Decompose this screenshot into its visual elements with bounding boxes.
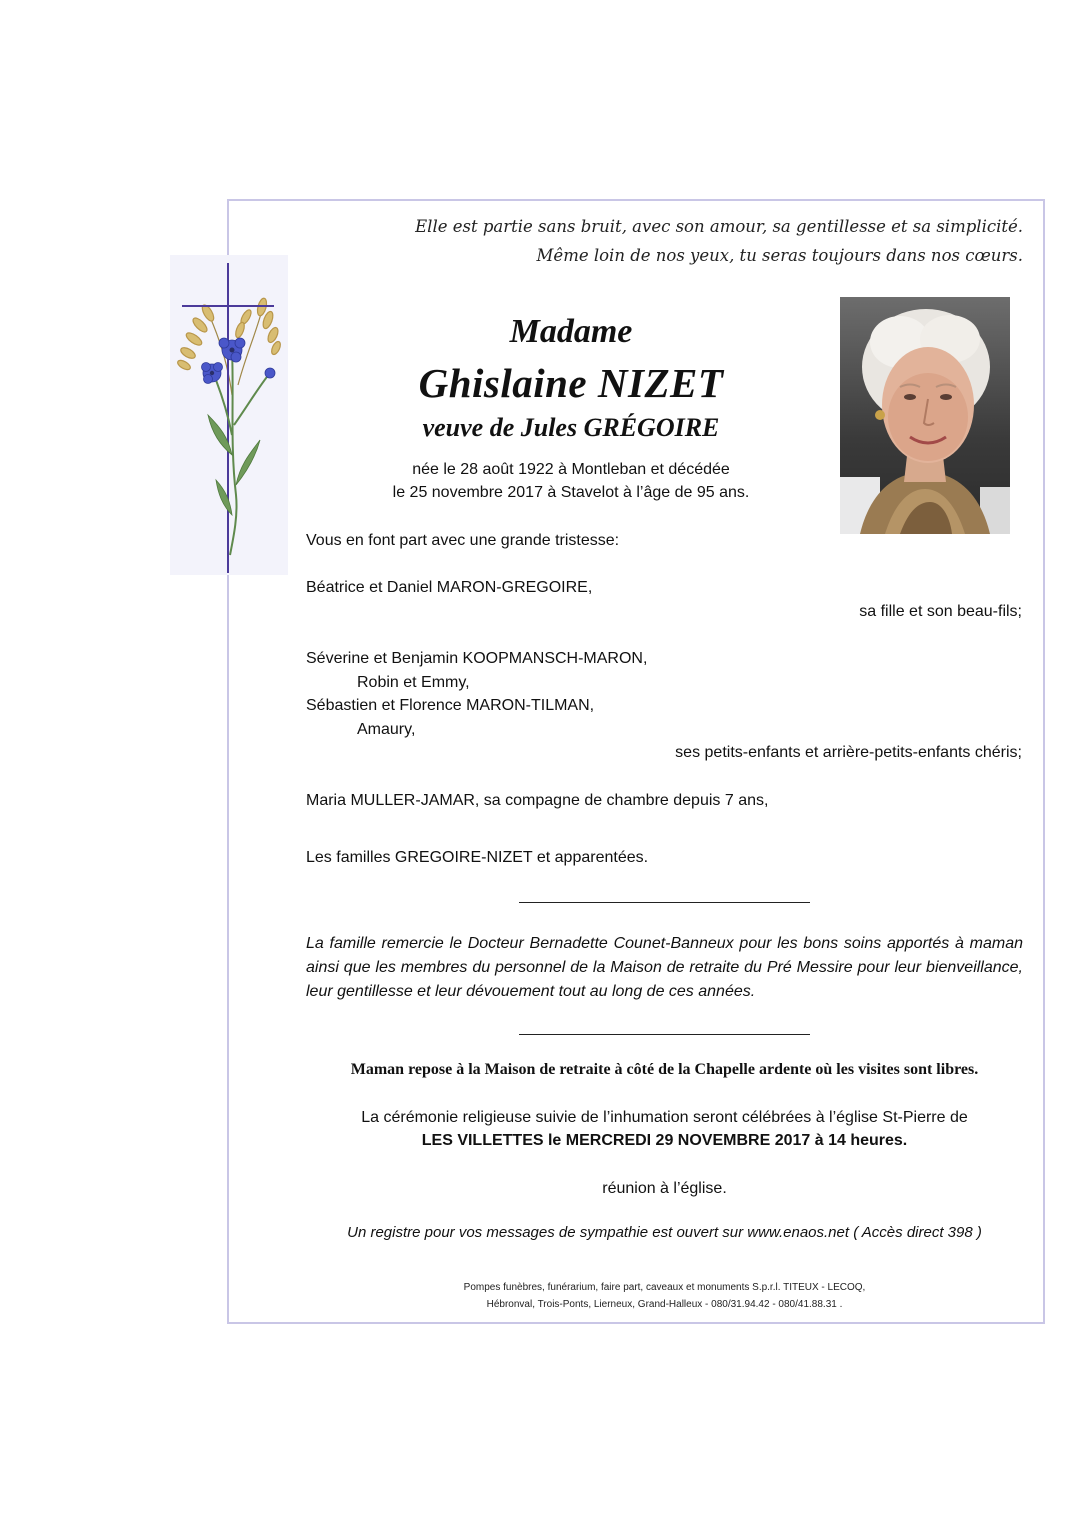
bio-line-1: née le 28 août 1922 à Montleban et décédée xyxy=(412,461,730,478)
separator-line xyxy=(519,902,810,903)
thanks-paragraph: La famille remercie le Docteur Bernadette Counet-Banneux pour les bons soins apportés à maman ainsi que les membres du personnel de la Maison de retraite du Pré Messire pour leur bienveillance, leur gentillesse et leur dévouement tout au long de ces années. xyxy=(306,935,1023,1000)
widow-of: veuve de Jules GRÉGOIRE xyxy=(422,413,720,442)
family-daughter-role: sa fille et son beau-fils; xyxy=(859,603,1022,620)
cross-flower-ornament xyxy=(170,255,288,575)
ceremony-line-2: LES VILLETTES le MERCREDI 29 NOVEMBRE 2017 à 14 heures. xyxy=(421,1132,908,1149)
footer-line-2: Hébronval, Trois-Ponts, Lierneux, Grand-Halleux - 080/31.94.42 - 080/41.88.31 . xyxy=(486,1299,843,1310)
ceremony-line-1: La cérémonie religieuse suivie de l’inhumation seront célébrées à l’église St-Pierre de xyxy=(361,1109,968,1126)
deceased-name: Ghislaine NIZET xyxy=(418,360,724,406)
portrait-icon xyxy=(840,297,1010,534)
family-grandchild-2: Sébastien et Florence MARON-TILMAN, xyxy=(306,697,595,714)
gathering-note: réunion à l’église. xyxy=(602,1180,727,1197)
title-madame: Madame xyxy=(509,313,633,350)
quote-line-1: Elle est partie sans bruit, avec son amour, sa gentillesse et sa simplicité. xyxy=(415,217,1023,236)
family-great-grandchildren-2: Amaury, xyxy=(357,721,416,738)
portrait-photo xyxy=(840,297,1010,534)
quote-line-2: Même loin de nos yeux, tu seras toujours dans nos cœurs. xyxy=(536,246,1023,265)
separator-line xyxy=(519,1034,810,1035)
family-great-grandchildren-1: Robin et Emmy, xyxy=(357,674,470,691)
family-relatives: Les familles GREGOIRE-NIZET et apparentées. xyxy=(306,849,649,866)
family-grandchildren-role: ses petits-enfants et arrière-petits-enfants chéris; xyxy=(675,744,1022,761)
family-daughter: Béatrice et Daniel MARON-GREGOIRE, xyxy=(306,579,593,596)
registry-note: Un registre pour vos messages de sympathie est ouvert sur www.enaos.net ( Accès direct 398 ) xyxy=(347,1224,982,1241)
family-roommate: Maria MULLER-JAMAR, sa compagne de chambre depuis 7 ans, xyxy=(306,792,769,809)
family-grandchild-1: Séverine et Benjamin KOOPMANSCH-MARON, xyxy=(306,650,648,667)
cross-with-flowers-icon xyxy=(170,255,288,575)
footer-line-1: Pompes funèbres, funérarium, faire part, caveaux et monuments S.p.r.l. TITEUX - LECOQ, xyxy=(463,1282,866,1293)
bio-line-2: le 25 novembre 2017 à Stavelot à l’âge de 95 ans. xyxy=(392,484,750,501)
rest-notice: Maman repose à la Maison de retraite à côté de la Chapelle ardente où les visites sont libres. xyxy=(350,1061,979,1078)
announcement-intro: Vous en font part avec une grande tristesse: xyxy=(306,532,620,549)
